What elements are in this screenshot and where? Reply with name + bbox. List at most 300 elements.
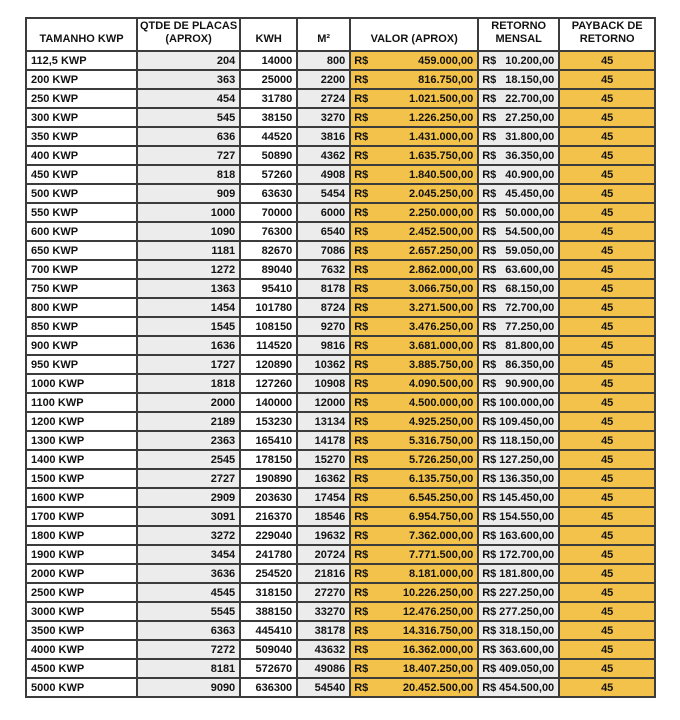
cell-retorno-mensal <box>478 222 559 241</box>
cell-kwh: 153230 <box>240 412 297 431</box>
cell-valor-aprox <box>350 127 478 146</box>
cell-valor-aprox <box>350 450 478 469</box>
cell-m2: 7086 <box>297 241 350 260</box>
cell-retorno-mensal <box>478 165 559 184</box>
cell-payback: 45 <box>559 640 655 659</box>
currency-amount: 22.700,00 <box>505 92 555 105</box>
currency-amount: 16.362.000,00 <box>402 643 474 656</box>
cell-payback: 45 <box>559 298 655 317</box>
cell-payback: 45 <box>559 165 655 184</box>
table-row <box>26 659 655 678</box>
cell-tamanho-kwp: 2000 KWP <box>26 564 137 583</box>
currency-symbol: R$ <box>354 339 369 352</box>
currency-symbol: R$ <box>354 54 369 67</box>
table-row <box>26 583 655 602</box>
cell-valor-aprox <box>350 70 478 89</box>
currency-amount: 459.000,00 <box>418 54 474 67</box>
cell-tamanho-kwp: 1400 KWP <box>26 450 137 469</box>
currency-amount: 1.431.000,00 <box>408 130 474 143</box>
cell-valor-aprox <box>350 469 478 488</box>
cell-qtde-placas: 2727 <box>137 469 240 488</box>
table-row <box>26 412 655 431</box>
cell-tamanho-kwp: 1100 KWP <box>26 393 137 412</box>
cell-qtde-placas: 8181 <box>137 659 240 678</box>
cell-qtde-placas: 1363 <box>137 279 240 298</box>
cell-retorno-mensal <box>478 298 559 317</box>
cell-valor-aprox <box>350 146 478 165</box>
cell-qtde-placas: 3636 <box>137 564 240 583</box>
cell-kwh: 388150 <box>240 602 297 621</box>
currency-symbol: R$ <box>482 73 497 86</box>
cell-qtde-placas: 2909 <box>137 488 240 507</box>
table-header <box>26 18 655 51</box>
cell-kwh: 114520 <box>240 336 297 355</box>
column-header-payback: PAYBACK DE RETORNO <box>559 18 655 51</box>
cell-qtde-placas: 1454 <box>137 298 240 317</box>
cell-retorno-mensal <box>478 545 559 564</box>
cell-qtde-placas: 3091 <box>137 507 240 526</box>
cell-payback: 45 <box>559 317 655 336</box>
cell-tamanho-kwp: 1000 KWP <box>26 374 137 393</box>
cell-m2: 5454 <box>297 184 350 203</box>
column-header-m2: M² <box>297 18 350 51</box>
currency-amount: 45.450,00 <box>505 187 555 200</box>
cell-m2: 800 <box>297 51 350 70</box>
cell-tamanho-kwp: 900 KWP <box>26 336 137 355</box>
currency-amount: 154.550,00 <box>499 510 555 523</box>
cell-tamanho-kwp: 300 KWP <box>26 108 137 127</box>
cell-m2: 10908 <box>297 374 350 393</box>
cell-retorno-mensal <box>478 507 559 526</box>
currency-amount: 54.500,00 <box>505 225 555 238</box>
cell-kwh: 254520 <box>240 564 297 583</box>
cell-payback: 45 <box>559 222 655 241</box>
currency-symbol: R$ <box>482 187 497 200</box>
cell-qtde-placas: 1000 <box>137 203 240 222</box>
cell-valor-aprox <box>350 393 478 412</box>
cell-valor-aprox <box>350 298 478 317</box>
cell-payback: 45 <box>559 488 655 507</box>
currency-symbol: R$ <box>354 301 369 314</box>
cell-valor-aprox <box>350 355 478 374</box>
cell-qtde-placas: 3272 <box>137 526 240 545</box>
currency-symbol: R$ <box>482 643 497 656</box>
currency-symbol: R$ <box>354 624 369 637</box>
currency-amount: 7.362.000,00 <box>408 529 474 542</box>
currency-symbol: R$ <box>354 206 369 219</box>
currency-amount: 5.316.750,00 <box>408 434 474 447</box>
currency-amount: 3.271.500,00 <box>408 301 474 314</box>
table-row <box>26 222 655 241</box>
cell-payback: 45 <box>559 412 655 431</box>
cell-payback: 45 <box>559 260 655 279</box>
cell-valor-aprox <box>350 412 478 431</box>
cell-valor-aprox <box>350 222 478 241</box>
currency-amount: 10.226.250,00 <box>402 586 474 599</box>
cell-qtde-placas: 636 <box>137 127 240 146</box>
cell-m2: 9270 <box>297 317 350 336</box>
cell-valor-aprox <box>350 488 478 507</box>
cell-kwh: 57260 <box>240 165 297 184</box>
cell-retorno-mensal <box>478 583 559 602</box>
cell-retorno-mensal <box>478 146 559 165</box>
currency-amount: 2.452.500,00 <box>408 225 474 238</box>
table-row <box>26 564 655 583</box>
cell-payback: 45 <box>559 127 655 146</box>
cell-m2: 9816 <box>297 336 350 355</box>
cell-m2: 18546 <box>297 507 350 526</box>
cell-retorno-mensal <box>478 51 559 70</box>
column-header-tamanho-kwp: TAMANHO KWP <box>26 18 137 51</box>
currency-symbol: R$ <box>482 282 497 295</box>
cell-kwh: 229040 <box>240 526 297 545</box>
cell-valor-aprox <box>350 564 478 583</box>
currency-amount: 816.750,00 <box>418 73 474 86</box>
table-row <box>26 545 655 564</box>
cell-kwh: 76300 <box>240 222 297 241</box>
currency-symbol: R$ <box>354 548 369 561</box>
cell-tamanho-kwp: 3000 KWP <box>26 602 137 621</box>
cell-m2: 8724 <box>297 298 350 317</box>
cell-kwh: 318150 <box>240 583 297 602</box>
currency-amount: 50.000,00 <box>505 206 555 219</box>
currency-amount: 4.090.500,00 <box>408 377 474 390</box>
cell-payback: 45 <box>559 602 655 621</box>
currency-amount: 409.050,00 <box>499 662 555 675</box>
currency-symbol: R$ <box>354 73 369 86</box>
currency-amount: 118.150,00 <box>499 434 555 447</box>
cell-retorno-mensal <box>478 602 559 621</box>
currency-amount: 27.250,00 <box>505 111 555 124</box>
currency-symbol: R$ <box>354 396 369 409</box>
table-row <box>26 51 655 70</box>
cell-valor-aprox <box>350 279 478 298</box>
cell-retorno-mensal <box>478 678 559 697</box>
cell-payback: 45 <box>559 355 655 374</box>
cell-valor-aprox <box>350 602 478 621</box>
currency-symbol: R$ <box>354 567 369 580</box>
cell-valor-aprox <box>350 621 478 640</box>
currency-symbol: R$ <box>482 339 497 352</box>
cell-retorno-mensal <box>478 184 559 203</box>
column-header-kwh: KWH <box>240 18 297 51</box>
cell-qtde-placas: 363 <box>137 70 240 89</box>
currency-amount: 8.181.000,00 <box>408 567 474 580</box>
cell-tamanho-kwp: 550 KWP <box>26 203 137 222</box>
table-row <box>26 146 655 165</box>
currency-amount: 6.545.250,00 <box>408 491 474 504</box>
cell-valor-aprox <box>350 659 478 678</box>
currency-amount: 1.840.500,00 <box>408 168 474 181</box>
cell-tamanho-kwp: 112,5 KWP <box>26 51 137 70</box>
cell-qtde-placas: 2189 <box>137 412 240 431</box>
cell-kwh: 101780 <box>240 298 297 317</box>
cell-valor-aprox <box>350 260 478 279</box>
currency-amount: 1.635.750,00 <box>408 149 474 162</box>
cell-retorno-mensal <box>478 336 559 355</box>
cell-tamanho-kwp: 350 KWP <box>26 127 137 146</box>
cell-kwh: 31780 <box>240 89 297 108</box>
table-row <box>26 203 655 222</box>
currency-symbol: R$ <box>354 358 369 371</box>
cell-qtde-placas: 6363 <box>137 621 240 640</box>
table-row <box>26 374 655 393</box>
cell-tamanho-kwp: 750 KWP <box>26 279 137 298</box>
cell-payback: 45 <box>559 621 655 640</box>
currency-symbol: R$ <box>354 130 369 143</box>
cell-payback: 45 <box>559 374 655 393</box>
currency-amount: 40.900,00 <box>505 168 555 181</box>
cell-tamanho-kwp: 800 KWP <box>26 298 137 317</box>
cell-kwh: 63630 <box>240 184 297 203</box>
currency-symbol: R$ <box>482 54 497 67</box>
table-row <box>26 640 655 659</box>
currency-amount: 5.726.250,00 <box>408 453 474 466</box>
cell-retorno-mensal <box>478 393 559 412</box>
currency-symbol: R$ <box>354 662 369 675</box>
cell-kwh: 89040 <box>240 260 297 279</box>
currency-amount: 1.021.500,00 <box>408 92 474 105</box>
currency-amount: 363.600,00 <box>499 643 555 656</box>
cell-retorno-mensal <box>478 659 559 678</box>
cell-payback: 45 <box>559 184 655 203</box>
cell-valor-aprox <box>350 545 478 564</box>
currency-amount: 277.250,00 <box>499 605 555 618</box>
currency-symbol: R$ <box>482 168 497 181</box>
currency-symbol: R$ <box>354 92 369 105</box>
cell-payback: 45 <box>559 241 655 260</box>
cell-retorno-mensal <box>478 469 559 488</box>
cell-tamanho-kwp: 650 KWP <box>26 241 137 260</box>
currency-amount: 10.200,00 <box>505 54 555 67</box>
currency-symbol: R$ <box>354 529 369 542</box>
currency-symbol: R$ <box>482 453 497 466</box>
currency-amount: 2.862.000,00 <box>408 263 474 276</box>
currency-amount: 3.066.750,00 <box>408 282 474 295</box>
cell-tamanho-kwp: 250 KWP <box>26 89 137 108</box>
cell-qtde-placas: 2000 <box>137 393 240 412</box>
cell-m2: 38178 <box>297 621 350 640</box>
currency-amount: 77.250,00 <box>505 320 555 333</box>
currency-amount: 2.250.000,00 <box>408 206 474 219</box>
currency-amount: 3.681.000,00 <box>408 339 474 352</box>
cell-m2: 20724 <box>297 545 350 564</box>
table-row <box>26 108 655 127</box>
cell-kwh: 82670 <box>240 241 297 260</box>
cell-valor-aprox <box>350 336 478 355</box>
cell-tamanho-kwp: 1200 KWP <box>26 412 137 431</box>
cell-tamanho-kwp: 4000 KWP <box>26 640 137 659</box>
cell-tamanho-kwp: 1300 KWP <box>26 431 137 450</box>
cell-retorno-mensal <box>478 317 559 336</box>
cell-retorno-mensal <box>478 412 559 431</box>
cell-tamanho-kwp: 600 KWP <box>26 222 137 241</box>
currency-amount: 3.476.250,00 <box>408 320 474 333</box>
cell-m2: 33270 <box>297 602 350 621</box>
cell-payback: 45 <box>559 146 655 165</box>
cell-m2: 17454 <box>297 488 350 507</box>
cell-kwh: 509040 <box>240 640 297 659</box>
cell-m2: 49086 <box>297 659 350 678</box>
cell-m2: 15270 <box>297 450 350 469</box>
currency-symbol: R$ <box>482 301 497 314</box>
cell-qtde-placas: 1545 <box>137 317 240 336</box>
cell-qtde-placas: 727 <box>137 146 240 165</box>
cell-payback: 45 <box>559 89 655 108</box>
table-row <box>26 336 655 355</box>
cell-tamanho-kwp: 1900 KWP <box>26 545 137 564</box>
cell-m2: 3816 <box>297 127 350 146</box>
table-row <box>26 488 655 507</box>
cell-kwh: 120890 <box>240 355 297 374</box>
currency-amount: 4.925.250,00 <box>408 415 474 428</box>
cell-qtde-placas: 204 <box>137 51 240 70</box>
currency-symbol: R$ <box>354 681 369 694</box>
currency-amount: 3.885.750,00 <box>408 358 474 371</box>
column-header-qtde-placas: QTDE DE PLACAS (APROX) <box>137 18 240 51</box>
table-row <box>26 70 655 89</box>
currency-symbol: R$ <box>354 605 369 618</box>
cell-tamanho-kwp: 1800 KWP <box>26 526 137 545</box>
currency-amount: 227.250,00 <box>499 586 555 599</box>
currency-symbol: R$ <box>354 491 369 504</box>
currency-symbol: R$ <box>482 472 497 485</box>
currency-symbol: R$ <box>354 111 369 124</box>
cell-m2: 21816 <box>297 564 350 583</box>
cell-valor-aprox <box>350 678 478 697</box>
cell-qtde-placas: 1818 <box>137 374 240 393</box>
currency-symbol: R$ <box>482 434 497 447</box>
cell-retorno-mensal <box>478 279 559 298</box>
currency-amount: 100.000,00 <box>499 396 555 409</box>
currency-symbol: R$ <box>354 263 369 276</box>
currency-amount: 4.500.000,00 <box>408 396 474 409</box>
currency-symbol: R$ <box>482 529 497 542</box>
cell-retorno-mensal <box>478 621 559 640</box>
cell-tamanho-kwp: 1600 KWP <box>26 488 137 507</box>
cell-valor-aprox <box>350 165 478 184</box>
table-row <box>26 89 655 108</box>
cell-qtde-placas: 2363 <box>137 431 240 450</box>
cell-payback: 45 <box>559 526 655 545</box>
cell-payback: 45 <box>559 545 655 564</box>
currency-amount: 14.316.750,00 <box>402 624 474 637</box>
cell-qtde-placas: 4545 <box>137 583 240 602</box>
currency-symbol: R$ <box>354 434 369 447</box>
table-row <box>26 393 655 412</box>
cell-tamanho-kwp: 450 KWP <box>26 165 137 184</box>
cell-payback: 45 <box>559 469 655 488</box>
cell-tamanho-kwp: 1700 KWP <box>26 507 137 526</box>
cell-m2: 4908 <box>297 165 350 184</box>
currency-symbol: R$ <box>482 548 497 561</box>
cell-valor-aprox <box>350 317 478 336</box>
cell-payback: 45 <box>559 51 655 70</box>
currency-symbol: R$ <box>482 358 497 371</box>
cell-qtde-placas: 1181 <box>137 241 240 260</box>
cell-retorno-mensal <box>478 640 559 659</box>
currency-symbol: R$ <box>482 92 497 105</box>
currency-amount: 59.050,00 <box>505 244 555 257</box>
cell-valor-aprox <box>350 108 478 127</box>
currency-symbol: R$ <box>354 586 369 599</box>
cell-payback: 45 <box>559 203 655 222</box>
cell-qtde-placas: 3454 <box>137 545 240 564</box>
table-row <box>26 260 655 279</box>
cell-kwh: 25000 <box>240 70 297 89</box>
currency-amount: 172.700,00 <box>499 548 555 561</box>
cell-kwh: 50890 <box>240 146 297 165</box>
cell-kwh: 636300 <box>240 678 297 697</box>
cell-m2: 16362 <box>297 469 350 488</box>
currency-amount: 454.500,00 <box>499 681 555 694</box>
cell-kwh: 203630 <box>240 488 297 507</box>
cell-qtde-placas: 818 <box>137 165 240 184</box>
currency-amount: 20.452.500,00 <box>402 681 474 694</box>
cell-kwh: 44520 <box>240 127 297 146</box>
currency-amount: 145.450,00 <box>499 491 555 504</box>
cell-tamanho-kwp: 850 KWP <box>26 317 137 336</box>
table-body <box>26 51 655 697</box>
cell-m2: 7632 <box>297 260 350 279</box>
currency-symbol: R$ <box>354 377 369 390</box>
table-row <box>26 127 655 146</box>
cell-retorno-mensal <box>478 526 559 545</box>
currency-symbol: R$ <box>482 225 497 238</box>
cell-payback: 45 <box>559 393 655 412</box>
currency-amount: 72.700,00 <box>505 301 555 314</box>
table-row <box>26 431 655 450</box>
cell-qtde-placas: 9090 <box>137 678 240 697</box>
currency-amount: 36.350,00 <box>505 149 555 162</box>
cell-qtde-placas: 7272 <box>137 640 240 659</box>
cell-valor-aprox <box>350 374 478 393</box>
cell-m2: 8178 <box>297 279 350 298</box>
cell-tamanho-kwp: 1500 KWP <box>26 469 137 488</box>
cell-kwh: 14000 <box>240 51 297 70</box>
table-row <box>26 317 655 336</box>
currency-symbol: R$ <box>482 149 497 162</box>
cell-kwh: 572670 <box>240 659 297 678</box>
cell-kwh: 216370 <box>240 507 297 526</box>
cell-kwh: 38150 <box>240 108 297 127</box>
cell-kwh: 140000 <box>240 393 297 412</box>
currency-amount: 12.476.250,00 <box>402 605 474 618</box>
cell-qtde-placas: 545 <box>137 108 240 127</box>
cell-tamanho-kwp: 5000 KWP <box>26 678 137 697</box>
currency-symbol: R$ <box>482 624 497 637</box>
currency-amount: 318.150,00 <box>499 624 555 637</box>
currency-amount: 181.800,00 <box>499 567 555 580</box>
cell-valor-aprox <box>350 507 478 526</box>
cell-kwh: 241780 <box>240 545 297 564</box>
table-row <box>26 621 655 640</box>
cell-kwh: 95410 <box>240 279 297 298</box>
table-row <box>26 165 655 184</box>
cell-kwh: 165410 <box>240 431 297 450</box>
cell-retorno-mensal <box>478 241 559 260</box>
cell-valor-aprox <box>350 184 478 203</box>
cell-kwh: 127260 <box>240 374 297 393</box>
cell-tamanho-kwp: 700 KWP <box>26 260 137 279</box>
currency-amount: 18.150,00 <box>505 73 555 86</box>
currency-amount: 63.600,00 <box>505 263 555 276</box>
currency-symbol: R$ <box>354 415 369 428</box>
cell-payback: 45 <box>559 108 655 127</box>
cell-tamanho-kwp: 500 KWP <box>26 184 137 203</box>
currency-symbol: R$ <box>482 206 497 219</box>
cell-m2: 10362 <box>297 355 350 374</box>
